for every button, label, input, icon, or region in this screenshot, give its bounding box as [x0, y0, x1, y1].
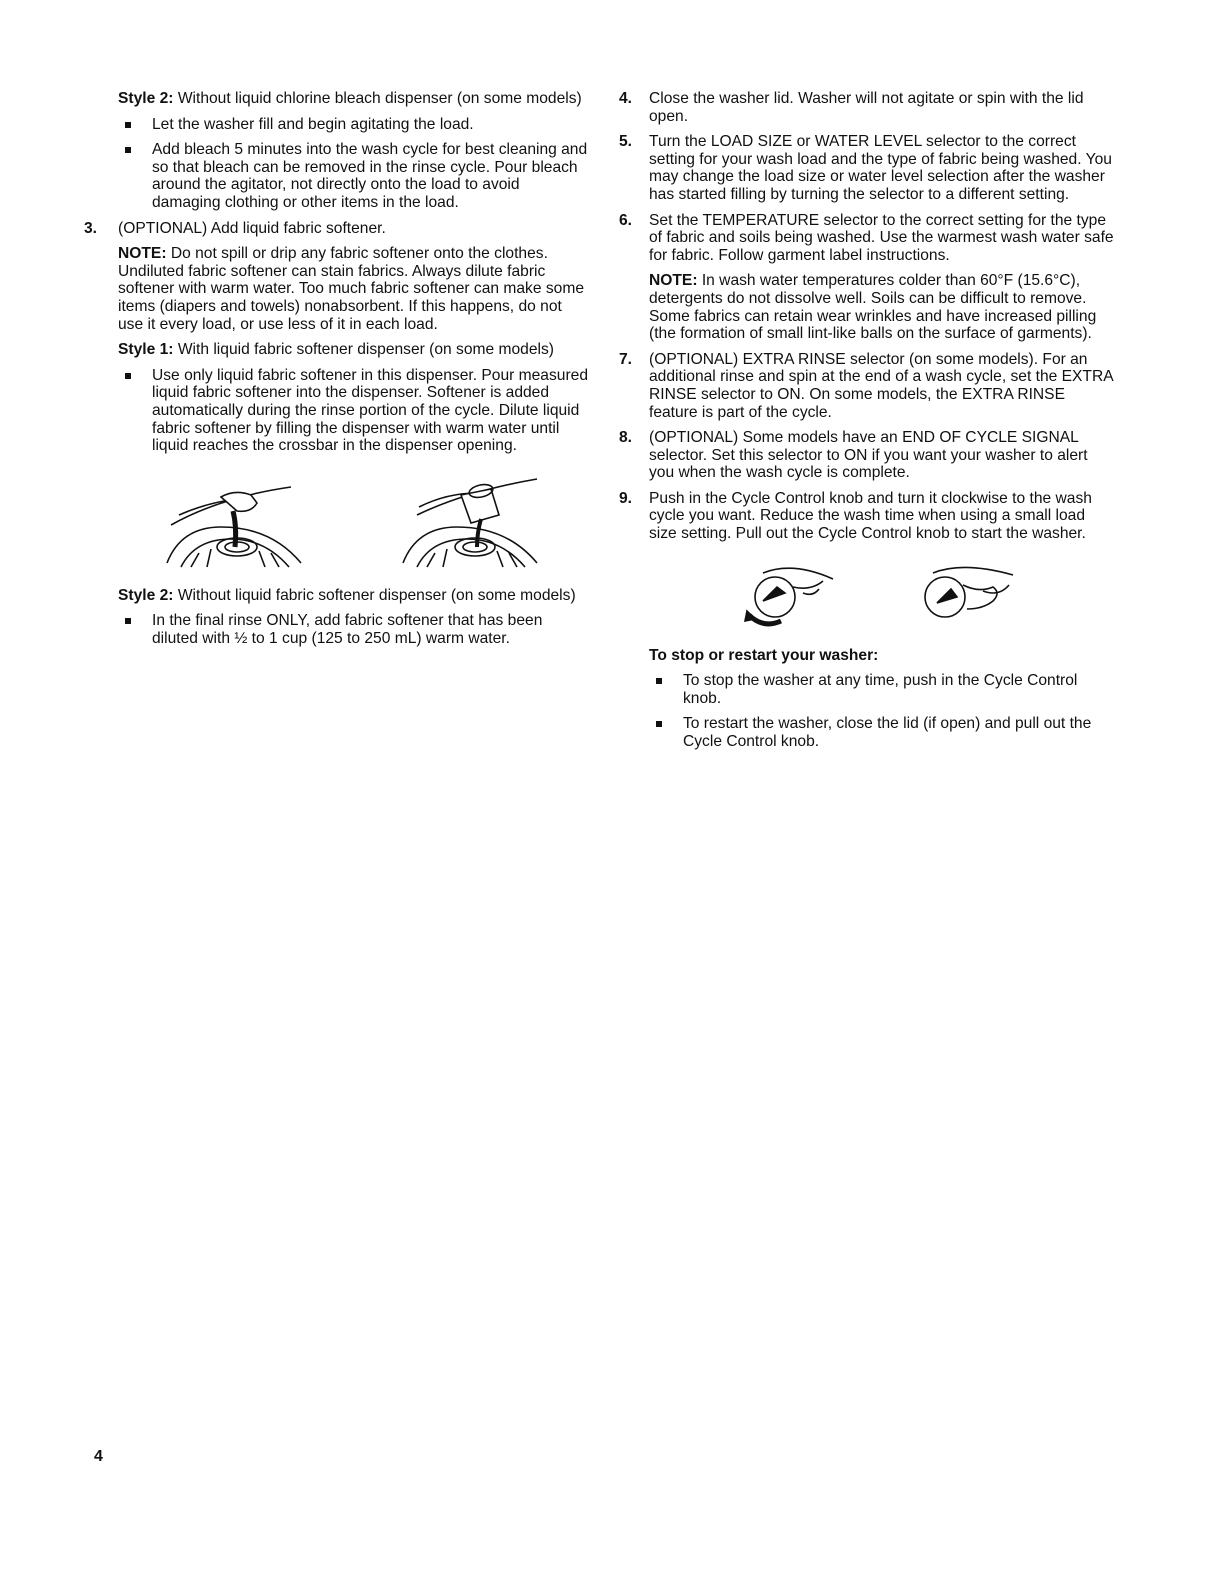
step-4-text: Close the washer lid. Washer will not agitate or spin with the lid open. [649, 90, 1084, 125]
softener-note [118, 245, 590, 333]
bleach-style2-label: Style 2: [118, 90, 174, 107]
step-5-text: Turn the LOAD SIZE or WATER LEVEL selector to the correct setting for your wash load and the type of fabric being washed. You may change the load size or water level selection after the washer has started filling by turning the selector to a different setting. [649, 133, 1112, 203]
step-9 [619, 489, 1117, 543]
step-8-text: (OPTIONAL) Some models have an END OF CYCLE SIGNAL selector. Set this selector to ON if you want your washer to alert you when the wash cycle is complete. [649, 429, 1088, 482]
softener-note-text: Do not spill or drip any fabric softener onto the clothes. Undiluted fabric softener can stain fabrics. Always dilute fabric softener with warm water. Too much fabric softener can make some items (diapers and towels) nonabsorbent. If this happens, do not use it every load, or use less of it in each load. [118, 245, 584, 333]
turn-knob-illustration [733, 557, 863, 637]
step-9-text: Push in the Cycle Control knob and turn it clockwise to the wash cycle you want. Reduce the wash time when using a small load size setting. Pull out the Cycle Control knob to start the washer. [649, 489, 1092, 543]
step-4-number: 4. [619, 90, 633, 107]
softener-style2-text: Without liquid fabric softener dispenser (on some models) [173, 586, 576, 604]
right-column [619, 90, 1117, 759]
softener-style2-label: Style 2: [118, 586, 174, 604]
step-8 [619, 429, 1117, 482]
softener-illustrations [118, 467, 590, 577]
step-6 [619, 211, 1117, 265]
bleach-bullet-2: Add bleach 5 minutes into the wash cycle for best cleaning and so that bleach can be removed in the rinse cycle. Pour bleach around the agitator, not directly onto the load to avoid damaging clothing or other items in the load. [118, 141, 590, 211]
step-3 [84, 219, 590, 238]
step-3-number: 3. [84, 219, 98, 237]
softener-note-label: NOTE: [118, 245, 167, 263]
bleach-style2-text: Without liquid chlorine bleach dispenser (on some models) [173, 90, 582, 107]
softener-style1-label: Style 1: [118, 341, 174, 359]
temperature-note-label: NOTE: [649, 272, 698, 290]
step-4 [619, 90, 1117, 125]
left-column [84, 90, 590, 655]
step-7 [619, 350, 1117, 421]
softener-style1-bullet: Use only liquid fabric softener in this dispenser. Pour measured liquid fabric softener into the dispenser. Softener is added automatically during the rinse portion of the cycle. Dilute liquid fabric softener by filling the dispenser with warm water until liquid reaches the crossbar in the dispenser opening. [118, 367, 590, 455]
step-7-number: 7. [619, 350, 633, 368]
bleach-style2-heading [118, 90, 590, 108]
pull-knob-illustration [903, 557, 1033, 637]
softener-style1-heading [118, 341, 590, 359]
step-8-number: 8. [619, 429, 633, 447]
step-6-number: 6. [619, 211, 633, 229]
temperature-note-text: In wash water temperatures colder than 60°F (15.6°C), detergents do not dissolve well. Soils can be difficult to remove. Some fabrics can retain wear wrinkles and have increased pilling (the formation of small lint-like balls on the surface of garments). [649, 272, 1097, 343]
step-7-text: (OPTIONAL) EXTRA RINSE selector (on some models). For an additional rinse and spin at the end of a wash cycle, set the EXTRA RINSE selector to ON. On some models, the EXTRA RINSE feature is part of the cycle. [649, 350, 1113, 421]
restart-bullet: To restart the washer, close the lid (if open) and pull out the Cycle Control knob. [649, 715, 1117, 750]
softener-style1-text: With liquid fabric softener dispenser (on some models) [173, 341, 554, 359]
step-5-number: 5. [619, 133, 633, 151]
temperature-note [649, 272, 1117, 342]
dilute-softener-illustration [397, 467, 547, 577]
softener-style2-bullet: In the final rinse ONLY, add fabric softener that has been diluted with ½ to 1 cup (125 to 250 mL) warm water. [118, 612, 590, 647]
pour-softener-illustration [161, 467, 311, 577]
stop-restart-heading: To stop or restart your washer: [649, 646, 879, 664]
step-3-text: (OPTIONAL) Add liquid fabric softener. [118, 219, 386, 237]
bleach-bullet-1: Let the washer fill and begin agitating the load. [118, 116, 590, 134]
page-number: 4 [94, 1448, 103, 1465]
cycle-knob-illustrations [649, 557, 1117, 637]
softener-style2-heading [118, 587, 590, 605]
step-9-number: 9. [619, 489, 633, 507]
step-6-text: Set the TEMPERATURE selector to the correct setting for the type of fabric and soils being washed. Use the warmest wash water safe for fabric. Follow garment label instructions. [649, 211, 1114, 264]
step-5 [619, 133, 1117, 203]
stop-bullet: To stop the washer at any time, push in the Cycle Control knob. [649, 672, 1117, 707]
